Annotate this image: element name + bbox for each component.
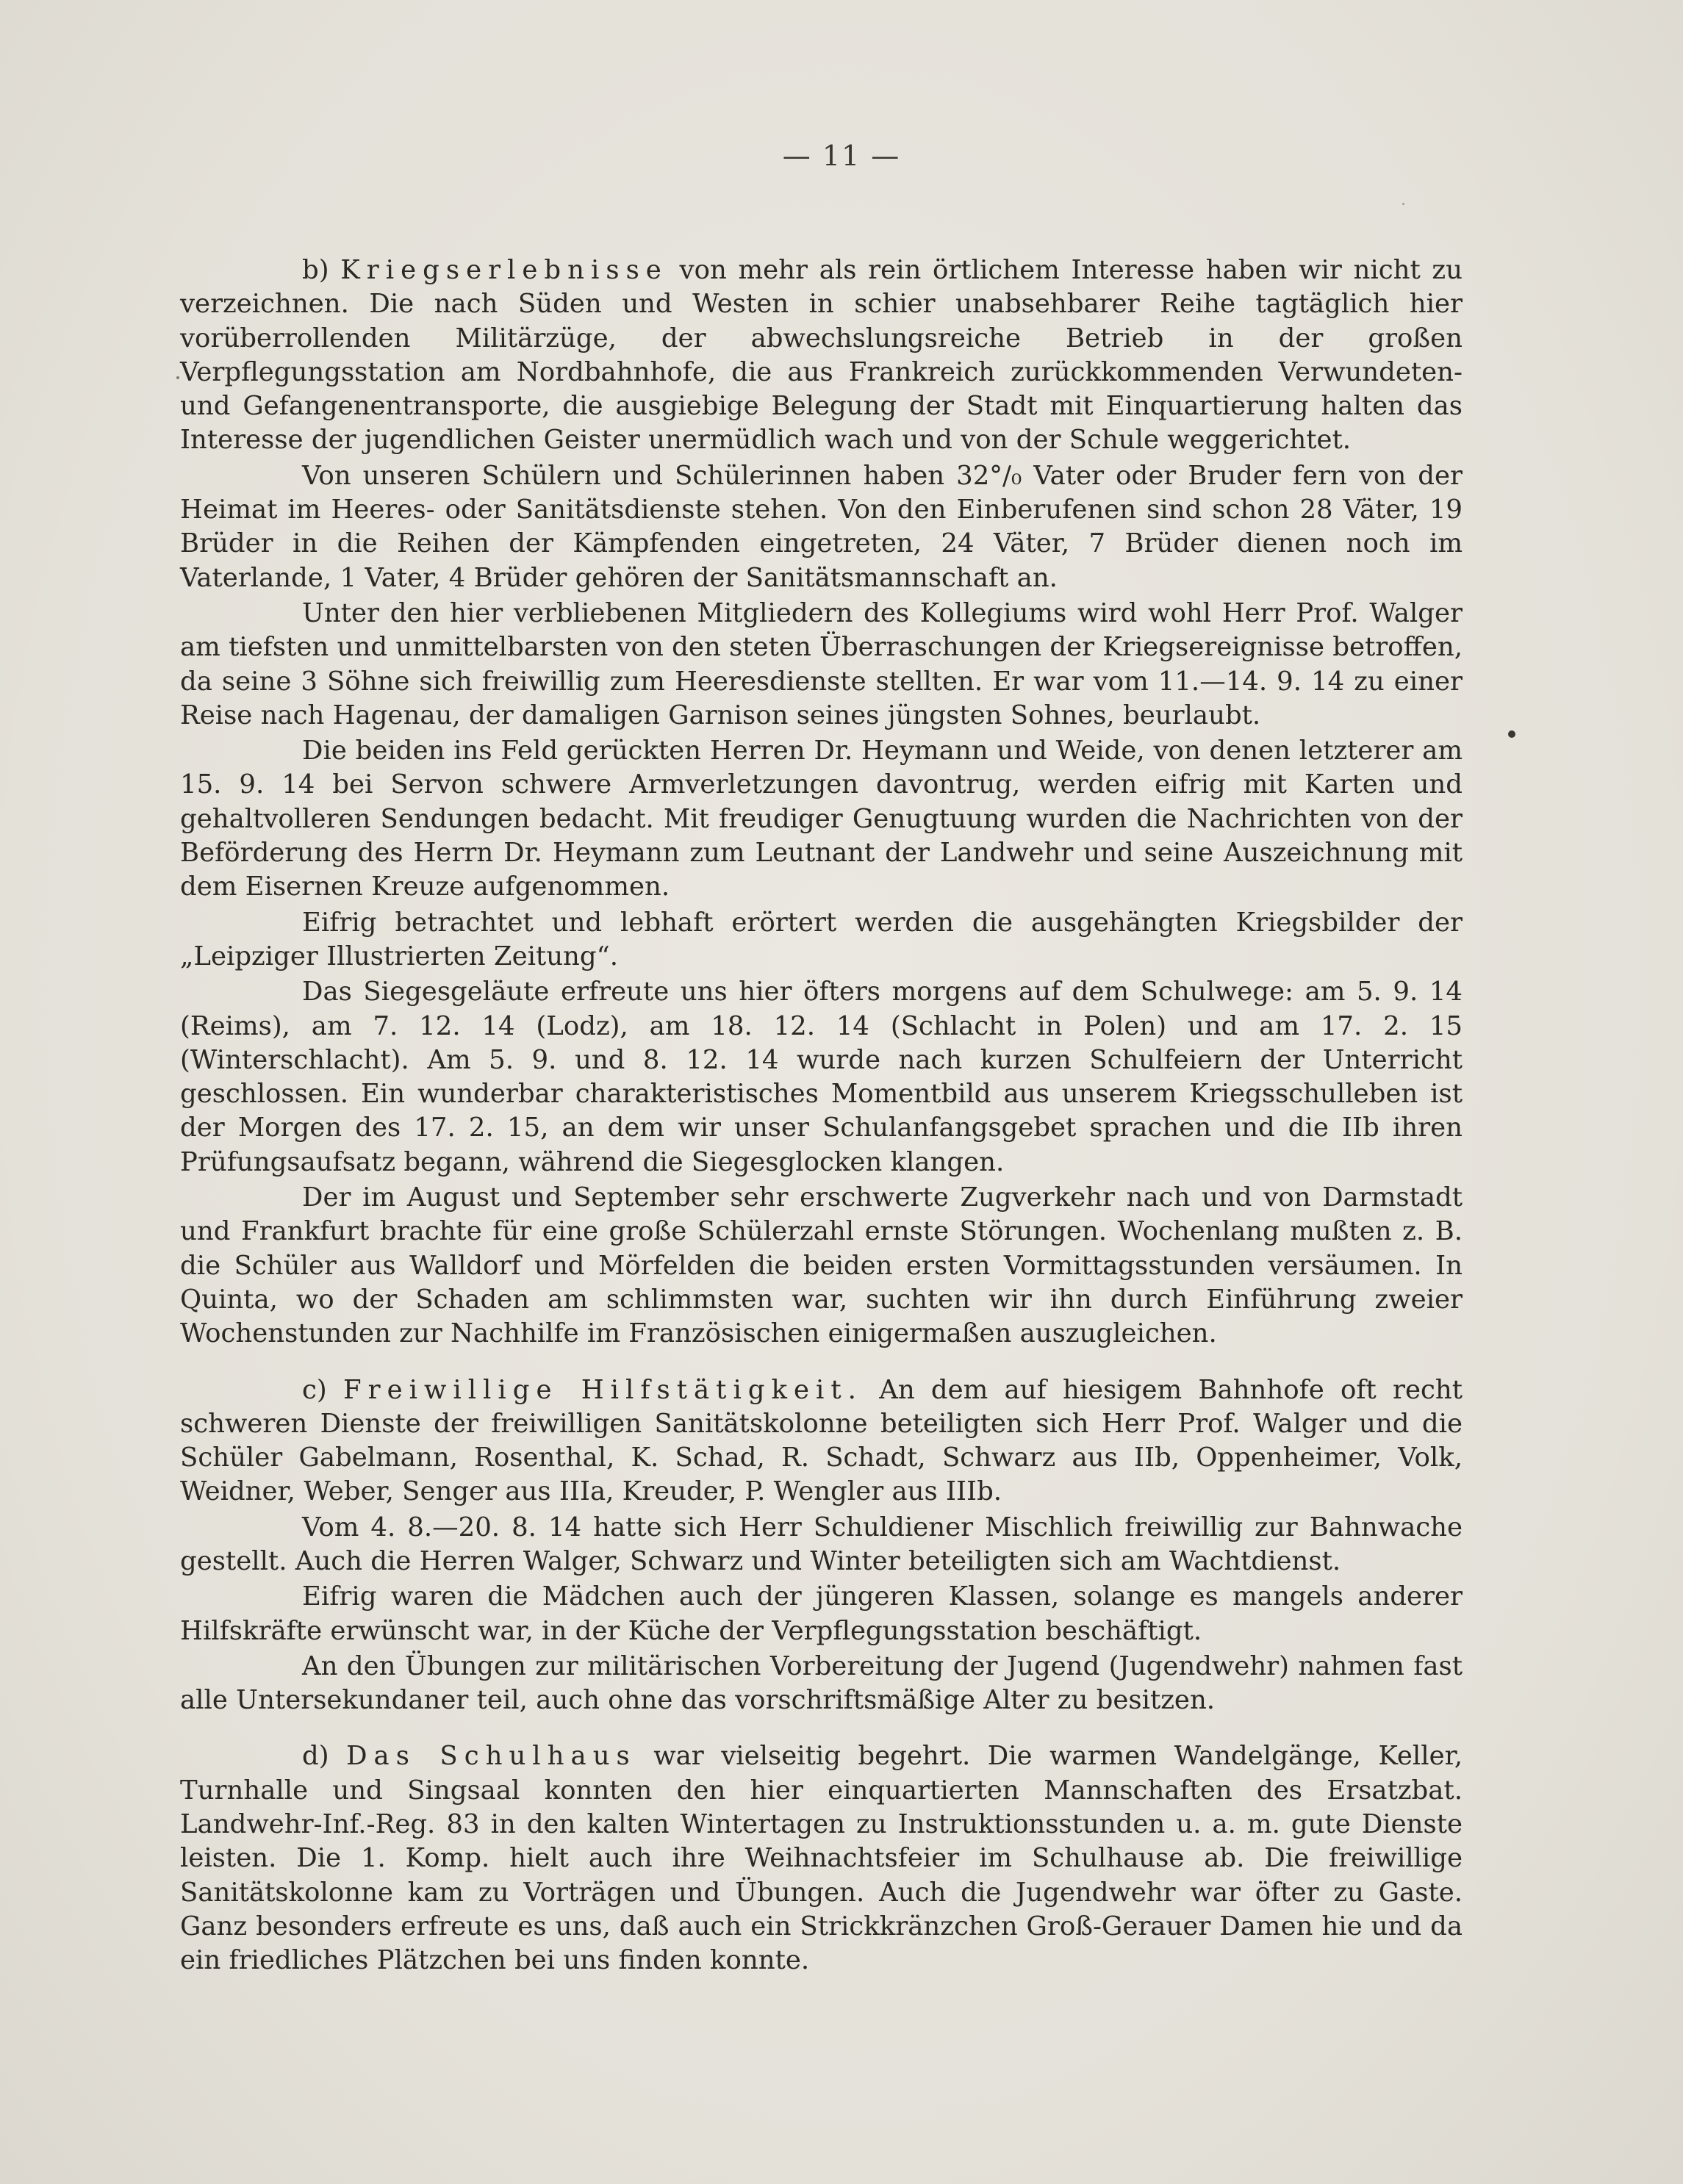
section-c-intro (180, 1373, 1463, 1509)
paragraph: Eifrig waren die Mädchen auch der jüngeren Klassen, solange es mangels anderer Hilfskräfte erwünscht war, in der Küche der Verpflegungsstation beschäftigt. (180, 1581, 1463, 1646)
page-number: — 11 — (782, 140, 901, 172)
body-text (180, 254, 1463, 1980)
paragraph: Unter den hier verbliebenen Mitgliedern des Kollegiums wird wohl Herr Prof. Walger am tiefsten und unmittelbarsten von den steten Überraschungen der Kriegsereignisse betroffen, da seine 3 Söhne sich freiwillig zum Heeresdienste stellten. Er war vom 11.—14. 9. 14 zu einer Reise nach Hagenau, der damaligen Garnison seines jüngsten Sohnes, beurlaubt. (180, 597, 1463, 730)
paragraph: Von unseren Schülern und Schülerinnen haben 32°/₀ Vater oder Bruder fern von der Heimat im Heeres- oder Sanitätsdienste stehen. Von den Einberufenen sind schon 28 Väter, 19 Brüder in die Reihen der Kämpfenden eingetreten, 24 Väter, 7 Brüder dienen noch im Vaterlande, 1 Vater, 4 Brüder gehören der Sanitätsmannschaft an. (180, 460, 1463, 593)
section-d-intro (180, 1739, 1463, 1978)
ink-speck (1402, 203, 1404, 205)
paragraph: Vom 4. 8.—20. 8. 14 hatte sich Herr Schuldiener Mischlich freiwillig zur Bahnwache gestellt. Auch die Herren Walger, Schwarz und Winter beteiligten sich am Wachtdienst. (180, 1512, 1463, 1576)
section-c-marker: c) (302, 1374, 327, 1405)
section-d-text: war vielseitig begehrt. Die warmen Wandelgänge, Keller, Turnhalle und Singsaal konnten den hier einquartierten Mannschaften des Ersatzbat. Landwehr-Inf.-Reg. 83 in den kalten Wintertagen zu Instruktionsstunden u. a. m. gute Dienste leisten. Die 1. Komp. hielt auch ihre Weihnachtsfeier im Schulhause ab. Die freiwillige Sanitätskolonne kam zu Vorträgen und Übungen. Auch die Jugendwehr war öfter zu Gaste. Ganz besonders erfreute es uns, daß auch ein Strickkränzchen Groß-Gerauer Damen hie und da ein friedliches Plätzchen bei uns finden konnte. (180, 1741, 1463, 1976)
ink-speck (176, 376, 179, 379)
paragraph: An den Übungen zur militärischen Vorbereitung der Jugend (Jugendwehr) nahmen fast alle Untersekundaner teil, auch ohne das vorschriftsmäßige Alter zu besitzen. (180, 1650, 1463, 1716)
section-b-heading: Kriegserlebnisse (340, 255, 668, 285)
section-d-heading: Das Schulhaus (346, 1741, 636, 1772)
section-b-text: von mehr als rein örtlichem Interesse haben wir nicht zu verzeichnen. Die nach Süden und Westen in schier unabsehbarer Reihe tagtäglich hier vorüberrollenden Militärzüge, der abwechslungsreiche Betrieb in der großen Verpflegungsstation am Nordbahnhofe, die aus Frankreich zurückkommenden Verwundeten- und Gefangenentransporte, die ausgiebige Belegung der Stadt mit Einquartierung halten das Interesse der jugendlichen Geister unermüdlich wach und von der Schule weggerichtet. (180, 255, 1463, 456)
section-b-marker: b) (302, 255, 329, 285)
section-c-heading: Freiwillige Hilfstätigkeit. (342, 1374, 863, 1405)
paragraph: Eifrig betrachtet und lebhaft erörtert werden die ausgehängten Kriegsbilder der „Leipziger Illustrierten Zeitung“. (180, 907, 1463, 971)
section-b-intro (180, 254, 1463, 458)
paragraph: Das Siegesgeläute erfreute uns hier öfters morgens auf dem Schulwege: am 5. 9. 14 (Reims), am 7. 12. 14 (Lodz), am 18. 12. 14 (Schlacht in Polen) und am 17. 2. 15 (Winterschlacht). Am 5. 9. und 8. 12. 14 wurde nach kurzen Schulfeiern der Unterricht geschlossen. Ein wunderbar charakteristisches Momentbild aus unserem Kriegsschulleben ist der Morgen des 17. 2. 15, an dem wir unser Schulanfangsgebet sprachen und die IIb ihren Prüfungsaufsatz begann, während die Siegesglocken klangen. (180, 977, 1463, 1177)
paragraph: Die beiden ins Feld gerückten Herren Dr. Heymann und Weide, von denen letzterer am 15. 9. 14 bei Servon schwere Armverletzungen davontrug, werden eifrig mit Karten und gehaltvolleren Sendungen bedacht. Mit freudiger Genugtuung wurden die Nachrichten von der Beförderung des Herrn Dr. Heymann zum Leutnant der Landwehr und seine Auszeichnung mit dem Eisernen Kreuze aufgenommen. (180, 736, 1463, 902)
paragraph: Der im August und September sehr erschwerte Zugverkehr nach und von Darmstadt und Frankfurt brachte für eine große Schülerzahl ernste Störungen. Wochenlang mußten z. B. die Schüler aus Walldorf und Mörfelden die beiden ersten Vormittagsstunden versäumen. In Quinta, wo der Schaden am schlimmsten war, suchten wir ihn durch Einführung zweier Wochenstunden zur Nachhilfe im Französischen einigermaßen auszugleichen. (180, 1182, 1463, 1349)
section-d-marker: d) (302, 1741, 329, 1772)
ink-speck (1508, 730, 1515, 738)
section-c-text: An dem auf hiesigem Bahnhofe oft recht schweren Dienste der freiwilligen Sanitätskolonne beteiligten sich Herr Prof. Walger und die Schüler Gabelmann, Rosenthal, K. Schad, R. Schadt, Schwarz aus IIb, Oppenheimer, Volk, Weidner, Weber, Senger aus IIIa, Kreuder, P. Wengler aus IIIb. (180, 1374, 1463, 1507)
